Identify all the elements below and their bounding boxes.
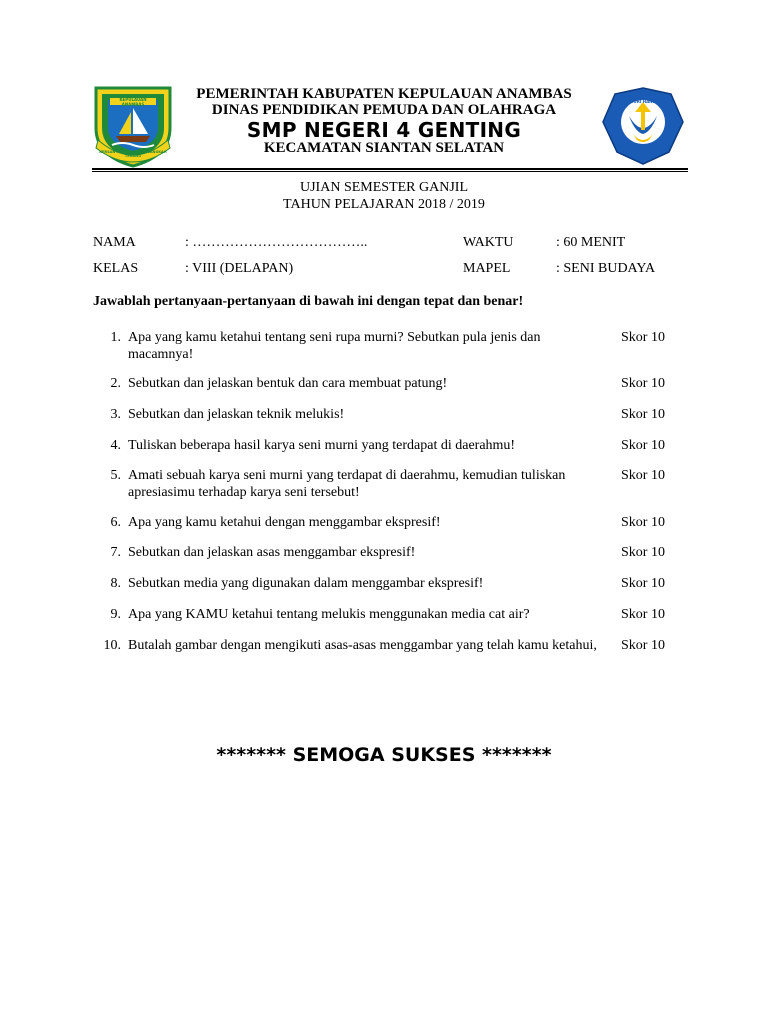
question-score: Skor 10 bbox=[621, 638, 665, 653]
mapel-value: : SENI BUDAYA bbox=[556, 261, 656, 276]
question-number: 7. bbox=[110, 545, 121, 560]
instruction-text: Jawablah pertanyaan-pertanyaan di bawah ini dengan tepat dan benar! bbox=[93, 294, 524, 309]
question-score: Skor 10 bbox=[621, 515, 665, 530]
question-score: Skor 10 bbox=[621, 607, 665, 622]
question-number: 9. bbox=[110, 607, 121, 622]
header-district-line: KECAMATAN SIANTAN SELATAN bbox=[263, 140, 505, 156]
exam-title: UJIAN SEMESTER GANJIL bbox=[300, 180, 468, 195]
question-number: 8. bbox=[110, 576, 121, 591]
waktu-label: WAKTU bbox=[463, 235, 514, 250]
question-score: Skor 10 bbox=[621, 545, 665, 560]
question-text: Sebutkan dan jelaskan bentuk dan cara membuat patung! bbox=[128, 376, 448, 391]
question-number: 6. bbox=[110, 515, 121, 530]
nama-value: : ……………………………….. bbox=[185, 235, 368, 250]
question-number: 5. bbox=[110, 468, 121, 483]
kelas-label: KELAS bbox=[93, 261, 139, 276]
header-government-line: PEMERINTAH KABUPATEN KEPULAUAN ANAMBAS bbox=[196, 86, 572, 102]
left-logo-ribbon-text: KERSAN KEBERSAMAAN LANGKAH TENANG bbox=[99, 150, 167, 158]
mapel-label: MAPEL bbox=[463, 261, 511, 276]
question-score: Skor 10 bbox=[621, 468, 665, 483]
header-department-line: DINAS PENDIDIKAN PEMUDA DAN OLAHRAGA bbox=[211, 102, 557, 118]
question-number: 10. bbox=[103, 638, 121, 653]
header-school-name: SMP NEGERI 4 GENTING bbox=[246, 118, 522, 142]
question-score: Skor 10 bbox=[621, 330, 665, 345]
question-text: Sebutkan dan jelaskan asas menggambar ekspresif! bbox=[128, 545, 416, 560]
question-score: Skor 10 bbox=[621, 438, 665, 453]
question-text: Sebutkan dan jelaskan teknik melukis! bbox=[128, 407, 345, 422]
waktu-value: : 60 MENIT bbox=[556, 235, 626, 250]
question-text: Apa yang KAMU ketahui tentang melukis menggunakan media cat air? bbox=[128, 607, 530, 622]
kelas-value: : VIII (DELAPAN) bbox=[185, 261, 294, 276]
question-number: 3. bbox=[110, 407, 121, 422]
right-logo-text: TUT WURI HANDAYANI bbox=[619, 99, 669, 104]
question-text: Apa yang kamu ketahui dengan menggambar ekspresif! bbox=[128, 515, 441, 530]
question-text: Butalah gambar dengan mengikuti asas-asas menggambar yang telah kamu ketahui, bbox=[128, 638, 597, 653]
question-number: 2. bbox=[110, 376, 121, 391]
closing-message: ******* SEMOGA SUKSES ******* bbox=[216, 744, 552, 766]
question-text: Tuliskan beberapa hasil karya seni murni yang terdapat di daerahmu! bbox=[128, 438, 516, 453]
question-number: 1. bbox=[110, 330, 121, 345]
left-logo-text: KEPULAUAN ANAMBAS bbox=[119, 97, 147, 107]
exam-year: TAHUN PELAJARAN 2018 / 2019 bbox=[283, 197, 485, 212]
header-divider bbox=[92, 168, 688, 172]
question-text: Amati sebuah karya seni murni yang terdapat di daerahmu, kemudian tuliskan apresiasimu terhadap karya seni tersebut! bbox=[128, 468, 566, 500]
question-score: Skor 10 bbox=[621, 576, 665, 591]
question-score: Skor 10 bbox=[621, 376, 665, 391]
question-number: 4. bbox=[110, 438, 121, 453]
question-score: Skor 10 bbox=[621, 407, 665, 422]
question-text: Sebutkan media yang digunakan dalam menggambar ekspresif! bbox=[128, 576, 484, 591]
question-text: Apa yang kamu ketahui tentang seni rupa murni? Sebutkan pula jenis dan macamnya! bbox=[128, 330, 541, 362]
nama-label: NAMA bbox=[93, 235, 136, 250]
